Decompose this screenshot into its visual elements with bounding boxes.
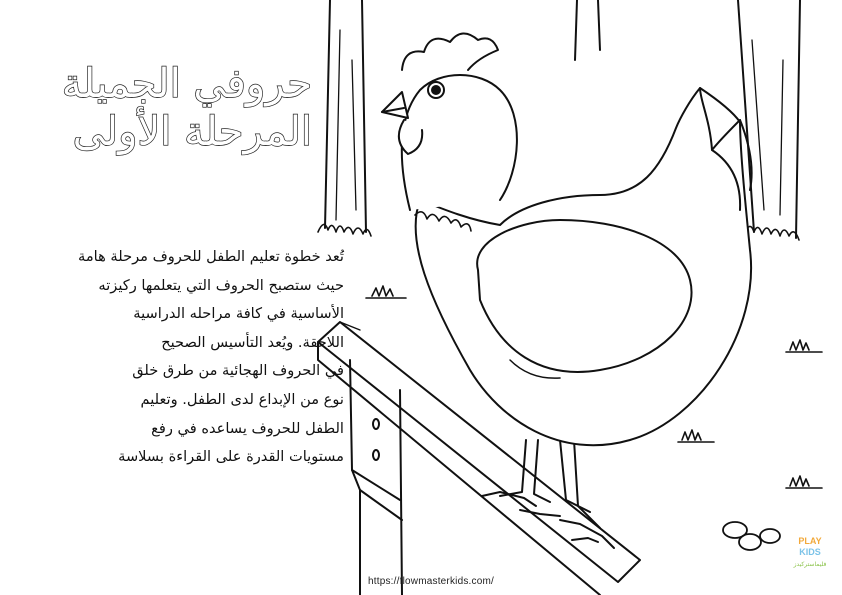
title-line-1: حروفي الجميلة — [61, 61, 312, 107]
paragraph-line: نوع من الإبداع لدى الطفل. وتعليم — [140, 390, 344, 408]
paragraph-line: حيث ستصبح الحروف التي يتعلمها ركيزته — [98, 276, 344, 294]
title-line-2: المرحلة الأولى — [72, 109, 312, 155]
logo-word-play: PLAY — [798, 536, 822, 546]
page-title — [12, 60, 312, 156]
footer-url[interactable]: https://flowmasterkids.com/ — [368, 576, 494, 587]
hen — [382, 33, 752, 548]
logo-word-kids: KIDS — [799, 547, 821, 557]
intro-paragraph — [10, 243, 344, 472]
paragraph-line: مستويات القدرة على القراءة بسلاسة — [118, 448, 344, 466]
pebbles — [723, 522, 780, 550]
logo-subtitle: فليماستركيدز — [793, 561, 827, 568]
paragraph-line: الطفل للحروف يساعده في رفع — [151, 419, 344, 437]
paragraph-line: في الحروف الهجائية من طرق خلق — [132, 362, 344, 380]
paragraph-line: الأساسية في كافة مراحله الدراسية — [133, 305, 344, 323]
play-kids-logo — [786, 532, 834, 572]
paragraph-line: اللاحقة. ويُعد التأسيس الصحيح — [161, 333, 344, 351]
paragraph-line: تُعد خطوة تعليم الطفل للحروف مرحلة هامة — [78, 248, 344, 265]
